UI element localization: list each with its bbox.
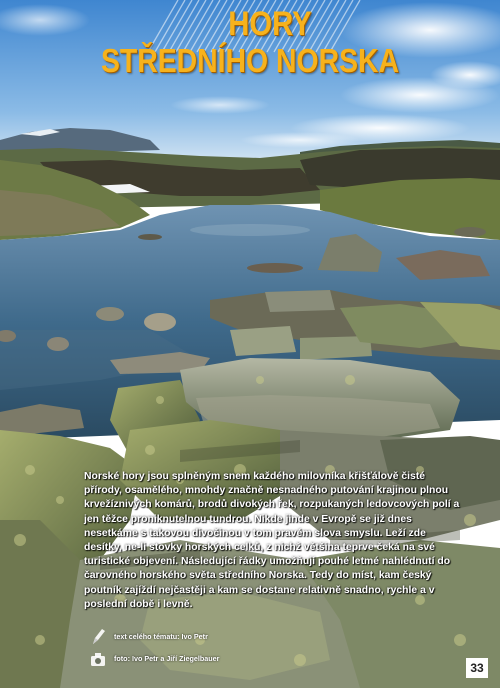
photo-credit bbox=[88, 650, 308, 672]
intro-paragraph: Norské hory jsou splněným snem každého milovníka křišťálově čisté přírody, osamělého, mnohdy značně nesnadného putování krajinou plnou krvežíznivých komárů, brodů divokých řek, rozpukaných ledovcových polí a jen těžce proniknutelnou tundrou. Nikde jinde v Evropě se již dnes nesetkáme s takovou divočinou v tom pravém slova smyslu. Leží zde desítky, ne-li stovky horských celků, z nichž většina teprve čeká na své turistické objevení. Následující řádky umožňují pouhé letmé nahlédnutí do čarovného horského světa středního Norska. Tedy do míst, kam český poutník zajíždí nejčastěji a kam se dostane relativně snadno, rychle a v poslední době i levně. bbox=[84, 471, 460, 610]
pen-icon bbox=[90, 628, 106, 646]
text-credit bbox=[88, 628, 308, 650]
text-credit-label: text celého tématu: Ivo Petr bbox=[114, 632, 208, 641]
camera-icon bbox=[90, 650, 106, 668]
article-title bbox=[60, 5, 480, 79]
photo-credit-label: foto: Ivo Petr a Jiří Ziegelbauer bbox=[114, 654, 220, 663]
page-number: 33 bbox=[466, 658, 488, 678]
title-line-2: STŘEDNÍHO NORSKA bbox=[100, 42, 400, 79]
title-line-1: HORY bbox=[228, 5, 312, 43]
credits bbox=[88, 628, 308, 672]
